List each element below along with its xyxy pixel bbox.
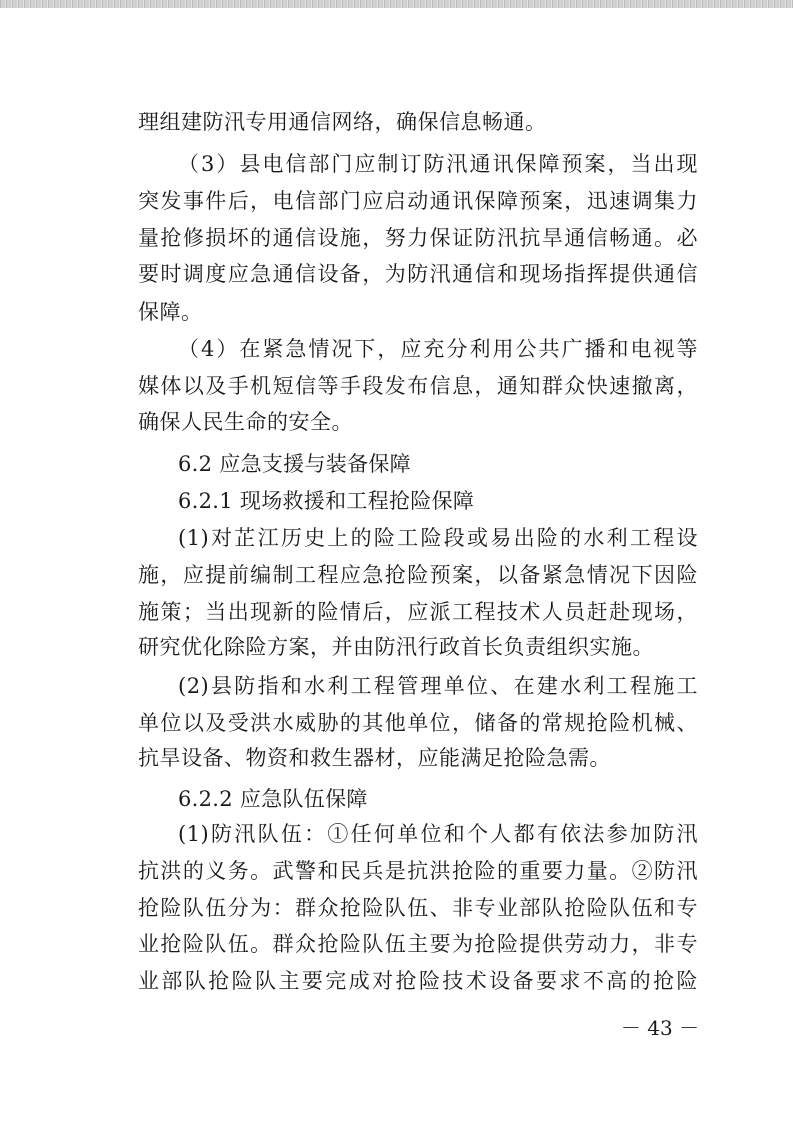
page-number: － 43 － [620,1016,700,1040]
paragraph-4-first-line: （4）在紧急情况下，应充分利用公共广播和电视等 [178,337,698,361]
section-heading-6-2: 6.2 应急支援与装备保障 [178,452,411,476]
item-2-first-line: (2)县防指和水利工程管理单位、在建水利工程施工 [178,674,698,698]
text-line: 业部队抢险队主要完成对抢险技术设备要求不高的抢险 [138,969,698,993]
item-1-first-line: (1)防汛队伍：①任何单位和个人都有依法参加防汛 [178,822,698,846]
paragraph-3-first-line: （3）县电信部门应制订防汛通讯保障预案，当出现 [178,152,698,176]
text-line: 突发事件后，电信部门应启动通讯保障预案，迅速调集力 [138,189,698,213]
text-line: 研究优化除险方案，并由防汛行政首长负责组织实施。 [138,635,654,659]
text-line: 量抢修损坏的通信设施，努力保证防汛抗旱通信畅通。必 [138,226,698,250]
text-line: 抗旱设备、物资和救生器材，应能满足抢险急需。 [138,746,611,770]
text-line: 抗洪的义务。武警和民兵是抗洪抢险的重要力量。②防汛 [138,859,698,883]
text-line: 确保人民生命的安全。 [138,410,353,434]
text-line: 保障。 [138,300,203,324]
text-line: 要时调度应急通信设备，为防汛通信和现场指挥提供通信 [138,262,698,286]
text-line: 施策；当出现新的险情后，应派工程技术人员赶赴现场， [138,600,698,624]
text-line: 单位以及受洪水威胁的其他单位，储备的常规抢险机械、 [138,711,698,735]
text-line: 业抢险队伍。群众抢险队伍主要为抢险提供劳动力，非专 [138,932,698,956]
text-line: 施，应提前编制工程应急抢险预案，以备紧急情况下因险 [138,563,698,587]
section-heading-6-2-2: 6.2.2 应急队伍保障 [178,787,368,811]
section-heading-6-2-1: 6.2.1 现场救援和工程抢险保障 [178,489,475,513]
text-line: 抢险队伍分为：群众抢险队伍、非专业部队抢险队伍和专 [138,896,698,920]
scan-top-edge [0,0,793,8]
item-1-first-line: (1)对芷江历史上的险工险段或易出险的水利工程设 [178,526,698,550]
text-line: 媒体以及手机短信等手段发布信息，通知群众快速撤离， [138,374,698,398]
text-line: 理组建防汛专用通信网络，确保信息畅通。 [138,110,547,134]
